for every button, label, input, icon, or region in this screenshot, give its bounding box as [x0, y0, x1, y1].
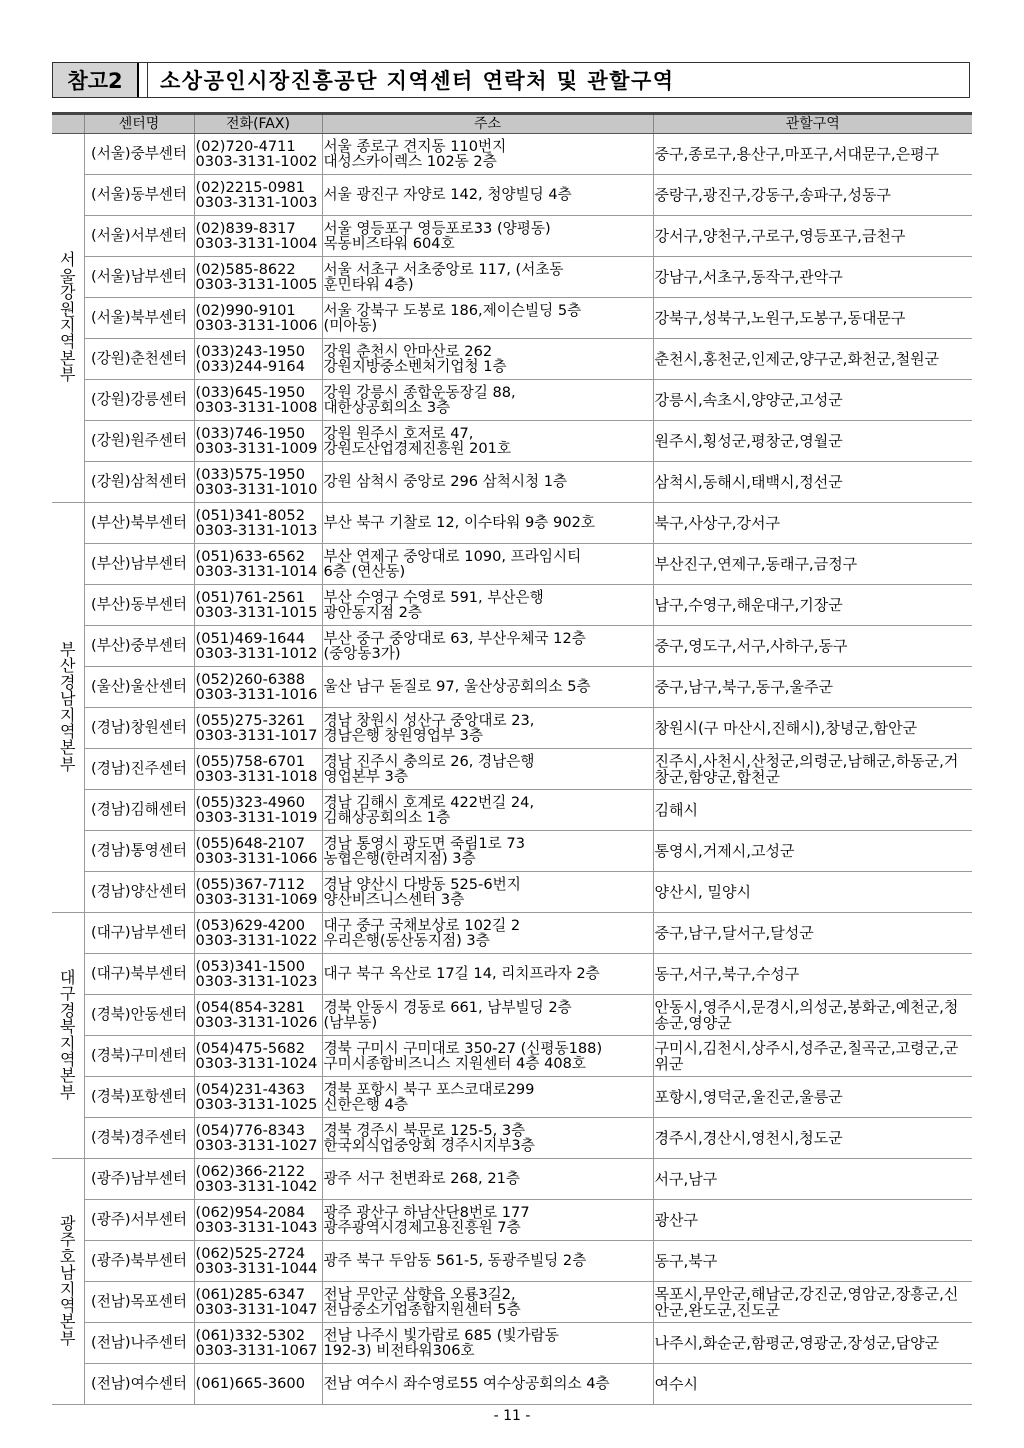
address-line: 경남 진주시 충의로 26, 경남은행 [323, 752, 535, 770]
region-name-text: 대구경북지역본부 [60, 967, 76, 1102]
address-line: 6층 (연산동) [323, 563, 406, 580]
address-line: 경북 포항시 북구 포스코대로299 [323, 1080, 535, 1098]
center-name: (부산)중부센터 [84, 626, 194, 667]
jurisdiction-cell: 통영시,거제시,고성군 [653, 831, 972, 872]
phone-cell [194, 134, 322, 175]
center-name: (서울)북부센터 [84, 298, 194, 339]
jurisdiction-cell: 양산시, 밀양시 [653, 872, 972, 913]
center-name: (강원)원주센터 [84, 421, 194, 462]
center-name: (경북)경주센터 [84, 1118, 194, 1159]
phone-line: (02)839-8317 [195, 219, 296, 237]
address-cell [322, 339, 653, 380]
address-cell [322, 1036, 653, 1077]
phone-line: 0303-3131-1013 [195, 522, 318, 539]
center-name: (전남)여수센터 [84, 1364, 194, 1405]
address-line: 강원 원주시 호저로 47, [323, 424, 474, 442]
address-line: 서울 종로구 견지동 110번지 [323, 137, 507, 155]
address-cell [322, 257, 653, 298]
center-name: (경남)창원센터 [84, 708, 194, 749]
region-name-text: 서울강원지역본부 [60, 250, 76, 385]
phone-cell [194, 913, 322, 954]
jurisdiction-cell: 북구,사상구,강서구 [653, 503, 972, 544]
address-cell [322, 1323, 653, 1364]
table-row [52, 298, 972, 339]
table-row [52, 421, 972, 462]
jurisdiction-cell: 원주시,횡성군,평창군,영월군 [653, 421, 972, 462]
phone-line: 0303-3131-1022 [195, 932, 318, 949]
address-line: 전남 나주시 빛가람로 685 (빛가람동 [323, 1326, 559, 1344]
address-cell [322, 503, 653, 544]
address-line: 경북 구미시 구미대로 350-27 (신평동188) [323, 1039, 603, 1057]
phone-line: (054)776-8343 [195, 1121, 306, 1139]
phone-cell [194, 257, 322, 298]
table-header-row [52, 114, 972, 134]
center-name: (서울)동부센터 [84, 175, 194, 216]
phone-cell [194, 954, 322, 995]
address-cell [322, 298, 653, 339]
center-name: (강원)강릉센터 [84, 380, 194, 421]
phone-line: (055)758-6701 [195, 752, 306, 770]
address-line: 광주 서구 천변좌로 268, 21층 [323, 1170, 520, 1188]
center-name: (전남)나주센터 [84, 1323, 194, 1364]
phone-cell [194, 872, 322, 913]
address-line: 광주 북구 두암동 561-5, 동광주빌딩 2층 [323, 1252, 587, 1270]
jurisdiction-cell: 중랑구,광진구,강동구,송파구,성동구 [653, 175, 972, 216]
center-name: (울산)울산센터 [84, 667, 194, 708]
center-name: (강원)춘천센터 [84, 339, 194, 380]
page-number: - 11 - [493, 1408, 531, 1424]
address-cell [322, 872, 653, 913]
jurisdiction-cell: 강릉시,속초시,양양군,고성군 [653, 380, 972, 421]
jurisdiction-cell: 경주시,경산시,영천시,청도군 [653, 1118, 972, 1159]
title-divider [139, 63, 148, 97]
address-line: 경남은행 창원영업부 3층 [323, 727, 484, 744]
phone-line: 0303-3131-1004 [195, 235, 318, 252]
table-row [52, 995, 972, 1036]
phone-line: (062)525-2724 [195, 1244, 306, 1262]
phone-line: (02)990-9101 [195, 301, 296, 319]
address-line: 경남 통영시 광도면 죽림1로 73 [323, 834, 525, 852]
phone-cell [194, 503, 322, 544]
center-name: (경남)양산센터 [84, 872, 194, 913]
address-cell [322, 175, 653, 216]
table-row [52, 544, 972, 585]
phone-cell [194, 1077, 322, 1118]
center-name: (경북)구미센터 [84, 1036, 194, 1077]
address-line: (남부동) [323, 1014, 378, 1031]
address-line: 광주광역시경제고용진흥원 7층 [323, 1219, 521, 1236]
phone-cell [194, 790, 322, 831]
phone-line: (061)665-3600 [195, 1375, 306, 1393]
phone-cell [194, 421, 322, 462]
table-row [52, 749, 972, 790]
address-line: 전남중소기업종합지원센터 5층 [323, 1301, 521, 1318]
jurisdiction-cell: 중구,남구,북구,동구,울주군 [653, 667, 972, 708]
center-name: (대구)북부센터 [84, 954, 194, 995]
phone-cell [194, 1364, 322, 1405]
address-cell [322, 790, 653, 831]
jurisdiction-cell: 중구,종로구,용산구,마포구,서대문구,은평구 [653, 134, 972, 175]
table-row [52, 1200, 972, 1241]
phone-line: (055)323-4960 [195, 793, 306, 811]
phone-line: (054)475-5682 [195, 1039, 306, 1057]
jurisdiction-cell: 중구,영도구,서구,사하구,동구 [653, 626, 972, 667]
address-line: 대한상공회의소 3층 [323, 399, 451, 416]
table-row [52, 216, 972, 257]
table-row [52, 831, 972, 872]
center-name: (서울)남부센터 [84, 257, 194, 298]
address-cell [322, 995, 653, 1036]
address-cell [322, 421, 653, 462]
center-name: (경북)포항센터 [84, 1077, 194, 1118]
address-line: 강원지방중소벤처기업청 1층 [323, 358, 507, 375]
address-line: 농협은행(한려지점) 3층 [323, 850, 476, 867]
phone-line: (053)341-1500 [195, 957, 306, 975]
jurisdiction-cell: 남구,수영구,해운대구,기장군 [653, 585, 972, 626]
phone-cell [194, 995, 322, 1036]
center-name: (광주)북부센터 [84, 1241, 194, 1282]
address-line: 강원 삼척시 중앙로 296 삼척시청 1층 [323, 473, 568, 491]
address-line: 경남 창원시 성산구 중앙대로 23, [323, 711, 535, 729]
phone-cell [194, 175, 322, 216]
table-row [52, 1364, 972, 1405]
phone-cell [194, 1282, 322, 1323]
jurisdiction-cell: 부산진구,연제구,동래구,금정구 [653, 544, 972, 585]
phone-line: (062)366-2122 [195, 1162, 306, 1180]
phone-line: (033)243-1950 [195, 342, 306, 360]
address-line: (중앙동3가) [323, 645, 401, 662]
table-row [52, 1118, 972, 1159]
phone-line: 0303-3131-1026 [195, 1014, 318, 1031]
table-row [52, 175, 972, 216]
table-row [52, 913, 972, 954]
phone-line: 0303-3131-1002 [195, 153, 318, 170]
region-name [52, 913, 84, 1159]
center-name: (경남)김해센터 [84, 790, 194, 831]
phone-line: (055)275-3261 [195, 711, 306, 729]
table-row [52, 1282, 972, 1323]
title-tag: 참고2 [53, 63, 139, 97]
jurisdiction-cell: 구미시,김천시,상주시,성주군,칠곡군,고령군,군위군 [653, 1036, 972, 1077]
phone-cell [194, 585, 322, 626]
region-name [52, 134, 84, 503]
region-name-text: 부산경남지역본부 [60, 639, 76, 774]
phone-cell [194, 749, 322, 790]
center-name: (경남)통영센터 [84, 831, 194, 872]
table-row [52, 954, 972, 995]
address-cell [322, 708, 653, 749]
phone-line: (033)575-1950 [195, 465, 306, 483]
phone-line: (052)260-6388 [195, 670, 306, 688]
address-line: 부산 중구 중앙대로 63, 부산우체국 12층 [323, 629, 586, 647]
address-cell [322, 1077, 653, 1118]
table-row [52, 503, 972, 544]
phone-line: 0303-3131-1008 [195, 399, 318, 416]
phone-line: (061)332-5302 [195, 1326, 306, 1344]
center-name: (서울)서부센터 [84, 216, 194, 257]
address-line: 구미시종합비즈니스 지원센터 4층 408호 [323, 1055, 587, 1072]
table-row [52, 339, 972, 380]
address-cell [322, 585, 653, 626]
address-line: 전남 여수시 좌수영로55 여수상공회의소 4층 [323, 1375, 610, 1393]
table-row [52, 1077, 972, 1118]
table-row [52, 134, 972, 175]
phone-cell [194, 1036, 322, 1077]
phone-line: 0303-3131-1019 [195, 809, 318, 826]
address-line: 양산비즈니스센터 3층 [323, 891, 465, 908]
phone-cell [194, 544, 322, 585]
address-line: 전남 무안군 삼향읍 오룡3길2, [323, 1285, 516, 1303]
phone-line: 0303-3131-1043 [195, 1219, 318, 1236]
address-cell [322, 1118, 653, 1159]
phone-line: (054(854-3281 [195, 998, 306, 1016]
jurisdiction-cell: 창원시(구 마산시,진해시),창녕군,함안군 [653, 708, 972, 749]
phone-line: 0303-3131-1003 [195, 194, 318, 211]
jurisdiction-cell: 동구,북구 [653, 1241, 972, 1282]
phone-line: (061)285-6347 [195, 1285, 306, 1303]
address-line: 부산 북구 기찰로 12, 이수타워 9층 902호 [323, 514, 595, 532]
center-name: (전남)목포센터 [84, 1282, 194, 1323]
phone-line: 0303-3131-1023 [195, 973, 318, 990]
phone-line: 0303-3131-1018 [195, 768, 318, 785]
table-row [52, 667, 972, 708]
address-line: 경북 안동시 경동로 661, 남부빌딩 2층 [323, 998, 572, 1016]
header-area: 관할구역 [653, 114, 972, 134]
jurisdiction-cell: 강남구,서초구,동작구,관악구 [653, 257, 972, 298]
address-line: 울산 남구 돋질로 97, 울산상공회의소 5층 [323, 678, 591, 696]
jurisdiction-cell: 여수시 [653, 1364, 972, 1405]
phone-line: (051)341-8052 [195, 506, 306, 524]
phone-line: (033)244-9164 [195, 358, 306, 375]
address-cell [322, 380, 653, 421]
address-cell [322, 1159, 653, 1200]
region-name [52, 503, 84, 913]
address-line: 부산 수영구 수영로 591, 부산은행 [323, 588, 544, 606]
phone-line: 0303-3131-1016 [195, 686, 318, 703]
phone-cell [194, 380, 322, 421]
table-row [52, 708, 972, 749]
address-cell [322, 134, 653, 175]
jurisdiction-cell: 나주시,화순군,함평군,영광군,장성군,담양군 [653, 1323, 972, 1364]
center-name: (경남)진주센터 [84, 749, 194, 790]
address-line: 부산 연제구 중앙대로 1090, 프라임시티 [323, 547, 582, 565]
jurisdiction-cell: 동구,서구,북구,수성구 [653, 954, 972, 995]
phone-cell [194, 831, 322, 872]
phone-line: (033)746-1950 [195, 424, 306, 442]
jurisdiction-cell: 김해시 [653, 790, 972, 831]
address-line: 대구 북구 옥산로 17길 14, 리치프라자 2층 [323, 965, 600, 983]
phone-line: 0303-3131-1024 [195, 1055, 318, 1072]
phone-line: 0303-3131-1042 [195, 1178, 318, 1195]
header-center: 센터명 [84, 114, 194, 134]
phone-line: (051)633-6562 [195, 547, 306, 565]
table-row [52, 462, 972, 503]
center-name: (서울)중부센터 [84, 134, 194, 175]
page-title: 소상공인시장진흥공단 지역센터 연락처 및 관할구역 [160, 69, 675, 93]
phone-line: 0303-3131-1047 [195, 1301, 318, 1318]
center-name: (경북)안동센터 [84, 995, 194, 1036]
header-phone: 전화(FAX) [194, 114, 322, 134]
table-row [52, 626, 972, 667]
address-line: 서울 광진구 자양로 142, 청양빌딩 4층 [323, 186, 572, 204]
address-line: 대성스카이렉스 102동 2층 [323, 153, 497, 170]
jurisdiction-cell: 삼척시,동해시,태백시,정선군 [653, 462, 972, 503]
address-line: 경남 김해시 호계로 422번길 24, [323, 793, 535, 811]
phone-line: 0303-3131-1069 [195, 891, 318, 908]
phone-cell [194, 1323, 322, 1364]
address-cell [322, 667, 653, 708]
center-name: (광주)서부센터 [84, 1200, 194, 1241]
phone-cell [194, 708, 322, 749]
address-cell [322, 749, 653, 790]
header-address: 주소 [322, 114, 653, 134]
center-name: (강원)삼척센터 [84, 462, 194, 503]
header-region [52, 114, 84, 134]
phone-line: 0303-3131-1014 [195, 563, 318, 580]
center-name: (부산)북부센터 [84, 503, 194, 544]
address-cell [322, 1200, 653, 1241]
phone-line: 0303-3131-1044 [195, 1260, 318, 1277]
phone-line: 0303-3131-1015 [195, 604, 318, 621]
center-name: (부산)남부센터 [84, 544, 194, 585]
phone-line: (062)954-2084 [195, 1203, 306, 1221]
table-row [52, 1036, 972, 1077]
phone-line: (02)2215-0981 [195, 178, 306, 196]
address-cell [322, 462, 653, 503]
address-line: 김해상공회의소 1층 [323, 809, 451, 826]
jurisdiction-cell: 서구,남구 [653, 1159, 972, 1200]
title-box [52, 62, 970, 98]
table-row [52, 380, 972, 421]
region-name [52, 1159, 84, 1405]
address-line: (미아동) [323, 317, 378, 334]
phone-cell [194, 298, 322, 339]
phone-line: 0303-3131-1009 [195, 440, 318, 457]
address-cell [322, 1241, 653, 1282]
address-cell [322, 216, 653, 257]
table-row [52, 257, 972, 298]
phone-cell [194, 667, 322, 708]
address-cell [322, 1364, 653, 1405]
address-line: 경남 양산시 다방동 525-6번지 [323, 875, 521, 893]
table-row [52, 1323, 972, 1364]
address-line: 강원도산업경제진흥원 201호 [323, 440, 512, 457]
phone-line: 0303-3131-1027 [195, 1137, 318, 1154]
phone-line: 0303-3131-1010 [195, 481, 318, 498]
phone-cell [194, 1159, 322, 1200]
address-cell [322, 831, 653, 872]
jurisdiction-cell: 강북구,성북구,노원구,도봉구,동대문구 [653, 298, 972, 339]
jurisdiction-cell: 포항시,영덕군,울진군,울릉군 [653, 1077, 972, 1118]
phone-cell [194, 1118, 322, 1159]
address-line: 광주 광산구 하남산단8번로 177 [323, 1203, 530, 1221]
phone-cell [194, 339, 322, 380]
address-line: 훈민타워 4층) [323, 276, 414, 293]
contact-table [52, 112, 972, 1405]
center-name: (광주)남부센터 [84, 1159, 194, 1200]
address-line: 광안동지점 2층 [323, 604, 423, 621]
table-row [52, 585, 972, 626]
jurisdiction-cell: 중구,남구,달서구,달성군 [653, 913, 972, 954]
phone-line: 0303-3131-1067 [195, 1342, 318, 1359]
phone-line: 0303-3131-1012 [195, 645, 318, 662]
address-cell [322, 954, 653, 995]
phone-line: 0303-3131-1025 [195, 1096, 318, 1113]
table-row [52, 1241, 972, 1282]
address-line: 서울 영등포구 영등포로33 (양평동) [323, 219, 551, 237]
phone-line: (054)231-4363 [195, 1080, 306, 1098]
address-line: 신한은행 4층 [323, 1096, 408, 1113]
address-line: 192-3) 비전타워306호 [323, 1342, 475, 1359]
address-line: 강원 강릉시 종합운동장길 88, [323, 383, 516, 401]
table-row [52, 1159, 972, 1200]
phone-line: (033)645-1950 [195, 383, 306, 401]
phone-line: (055)367-7112 [195, 875, 306, 893]
address-line: 한국외식업중앙회 경주시지부3층 [323, 1137, 535, 1154]
center-name: (부산)동부센터 [84, 585, 194, 626]
address-cell [322, 913, 653, 954]
phone-line: 0303-3131-1006 [195, 317, 318, 334]
address-cell [322, 626, 653, 667]
phone-cell [194, 216, 322, 257]
phone-line: (055)648-2107 [195, 834, 306, 852]
phone-line: (053)629-4200 [195, 916, 306, 934]
phone-line: 0303-3131-1005 [195, 276, 318, 293]
region-name-text: 광주호남지역본부 [60, 1213, 76, 1348]
jurisdiction-cell: 진주시,사천시,산청군,의령군,남해군,하동군,거창군,함양군,합천군 [653, 749, 972, 790]
phone-line: (051)761-2561 [195, 588, 306, 606]
jurisdiction-cell: 안동시,영주시,문경시,의성군,봉화군,예천군,청송군,영양군 [653, 995, 972, 1036]
phone-line: (02)585-8622 [195, 260, 296, 278]
address-line: 강원 춘천시 안마산로 262 [323, 342, 493, 360]
jurisdiction-cell: 목포시,무안군,해남군,강진군,영암군,장흥군,신안군,완도군,진도군 [653, 1282, 972, 1323]
jurisdiction-cell: 강서구,양천구,구로구,영등포구,금천구 [653, 216, 972, 257]
phone-cell [194, 1200, 322, 1241]
jurisdiction-cell: 광산구 [653, 1200, 972, 1241]
address-line: 목동비즈타워 604호 [323, 235, 455, 252]
address-line: 영업본부 3층 [323, 768, 408, 785]
address-line: 경북 경주시 북문로 125-5, 3층 [323, 1121, 526, 1139]
phone-cell [194, 626, 322, 667]
address-line: 우리은행(동산동지점) 3층 [323, 932, 490, 949]
table-row [52, 872, 972, 913]
phone-line: 0303-3131-1017 [195, 727, 318, 744]
table-row [52, 790, 972, 831]
phone-cell [194, 1241, 322, 1282]
address-cell [322, 1282, 653, 1323]
address-cell [322, 544, 653, 585]
phone-line: (02)720-4711 [195, 137, 296, 155]
center-name: (대구)남부센터 [84, 913, 194, 954]
phone-line: 0303-3131-1066 [195, 850, 318, 867]
jurisdiction-cell: 춘천시,홍천군,인제군,양구군,화천군,철원군 [653, 339, 972, 380]
phone-line: (051)469-1644 [195, 629, 306, 647]
phone-cell [194, 462, 322, 503]
address-line: 서울 서초구 서초중앙로 117, (서초동 [323, 260, 564, 278]
address-line: 대구 중구 국채보상로 102길 2 [323, 916, 521, 934]
address-line: 서울 강북구 도봉로 186,제이슨빌딩 5층 [323, 301, 582, 319]
